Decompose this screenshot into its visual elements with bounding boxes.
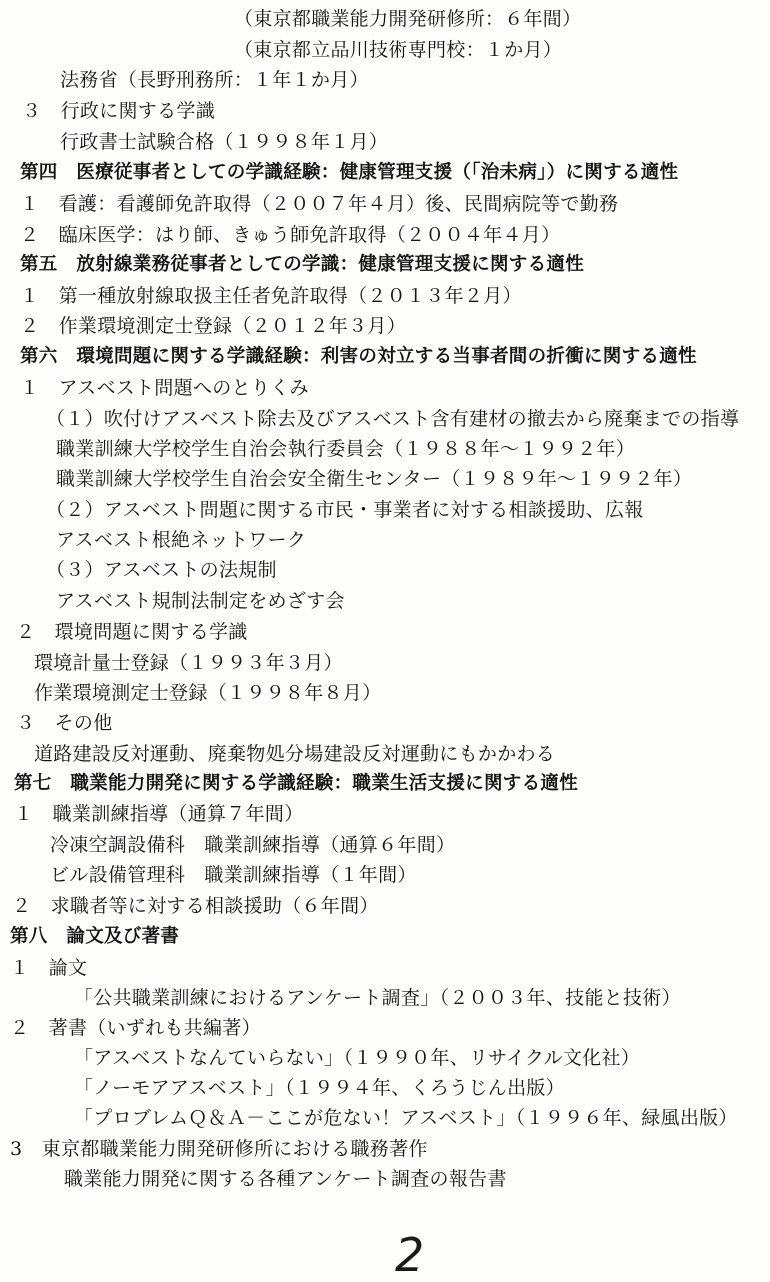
doc-line: ビル設備管理科 職業訓練指導（１年間） bbox=[50, 864, 417, 886]
doc-line: 「アスベストなんていらない」（１９９０年、リサイクル文化社） bbox=[74, 1047, 641, 1069]
page-number: 2 bbox=[395, 1228, 425, 1282]
doc-line: （東京都職業能力開発研修所：６年間） bbox=[234, 8, 582, 30]
doc-line: ２ 環境問題に関する学識 bbox=[16, 621, 248, 643]
doc-line: （２）アスベスト問題に関する市民・事業者に対する相談援助、広報 bbox=[46, 499, 644, 521]
doc-line: １ 職業訓練指導（通算７年間） bbox=[14, 803, 304, 825]
doc-line: １ 論文 bbox=[10, 957, 88, 979]
doc-line: 環境計量士登録（１９９３年３月） bbox=[34, 652, 343, 674]
section-heading: 第七 職業能力開発に関する学識経験：職業生活支援に関する適性 bbox=[14, 773, 579, 794]
section-heading: 第五 放射線業務従事者としての学識：健康管理支援に関する適性 bbox=[20, 254, 585, 275]
doc-line: １ 第一種放射線取扱主任者免許取得（２０１３年２月） bbox=[20, 285, 522, 307]
doc-line: アスベスト根絶ネットワーク bbox=[56, 529, 307, 551]
doc-line: 行政書士試験合格（１９９８年１月） bbox=[60, 131, 389, 153]
doc-line: 「プロブレムＱ＆Ａ－ここが危ない！アスベスト」（１９９６年、緑風出版） bbox=[74, 1107, 738, 1129]
doc-line: 法務省（長野刑務所：１年１か月） bbox=[60, 69, 369, 91]
doc-line: ２ 臨床医学：はり師、きゅう師免許取得（２００４年４月） bbox=[20, 224, 561, 246]
doc-line: ３ その他 bbox=[16, 712, 113, 734]
doc-line: ２ 作業環境測定士登録（２０１２年３月） bbox=[20, 315, 407, 337]
doc-line: 職業訓練大学校学生自治会安全衛生センター（１９８９年～１９９２年） bbox=[56, 468, 693, 490]
doc-line: 「ノーモアアスベスト」（１９９４年、くろうじん出版） bbox=[74, 1077, 565, 1099]
doc-line: ３ 行政に関する学識 bbox=[22, 100, 216, 122]
doc-line: ２ 求職者等に対する相談援助（６年間） bbox=[12, 895, 379, 917]
doc-line: 冷凍空調設備科 職業訓練指導（通算６年間） bbox=[50, 834, 456, 856]
doc-line: 3 東京都職業能力開発研修所における職務著作 bbox=[10, 1138, 428, 1160]
doc-line: （３）アスベストの法規制 bbox=[46, 559, 277, 581]
doc-line: １ 看護：看護師免許取得（２００７年４月）後、民間病院等で勤務 bbox=[20, 193, 619, 215]
section-heading: 第八 論文及び著書 bbox=[10, 926, 180, 947]
doc-line: 道路建設反対運動、廃棄物処分場建設反対運動にもかかわる bbox=[34, 743, 556, 765]
doc-line: アスベスト規制法制定をめざす会 bbox=[56, 590, 345, 612]
doc-line: （東京都立品川技術専門校：１か月） bbox=[234, 39, 563, 61]
doc-line: ２ 著書（いずれも共編著） bbox=[10, 1017, 261, 1039]
doc-line: 職業訓練大学校学生自治会執行委員会（１９８８年～１９９２年） bbox=[56, 438, 636, 460]
doc-line: （１）吹付けアスベスト除去及びアスベスト含有建材の撤去から廃棄までの指導 bbox=[46, 408, 740, 430]
section-heading: 第四 医療従事者としての学識経験：健康管理支援（「治未病」）に関する適性 bbox=[20, 162, 679, 183]
doc-line: 職業能力開発に関する各種アンケート調査の報告書 bbox=[64, 1168, 507, 1190]
doc-line: 「公共職業訓練におけるアンケート調査」（２００３年、技能と技術） bbox=[74, 987, 681, 1009]
doc-line: 作業環境測定士登録（１９９８年８月） bbox=[34, 682, 382, 704]
doc-line: １ アスベスト問題へのとりくみ bbox=[20, 377, 309, 399]
section-heading: 第六 環境問題に関する学識経験：利害の対立する当事者間の折衝に関する適性 bbox=[20, 346, 697, 367]
